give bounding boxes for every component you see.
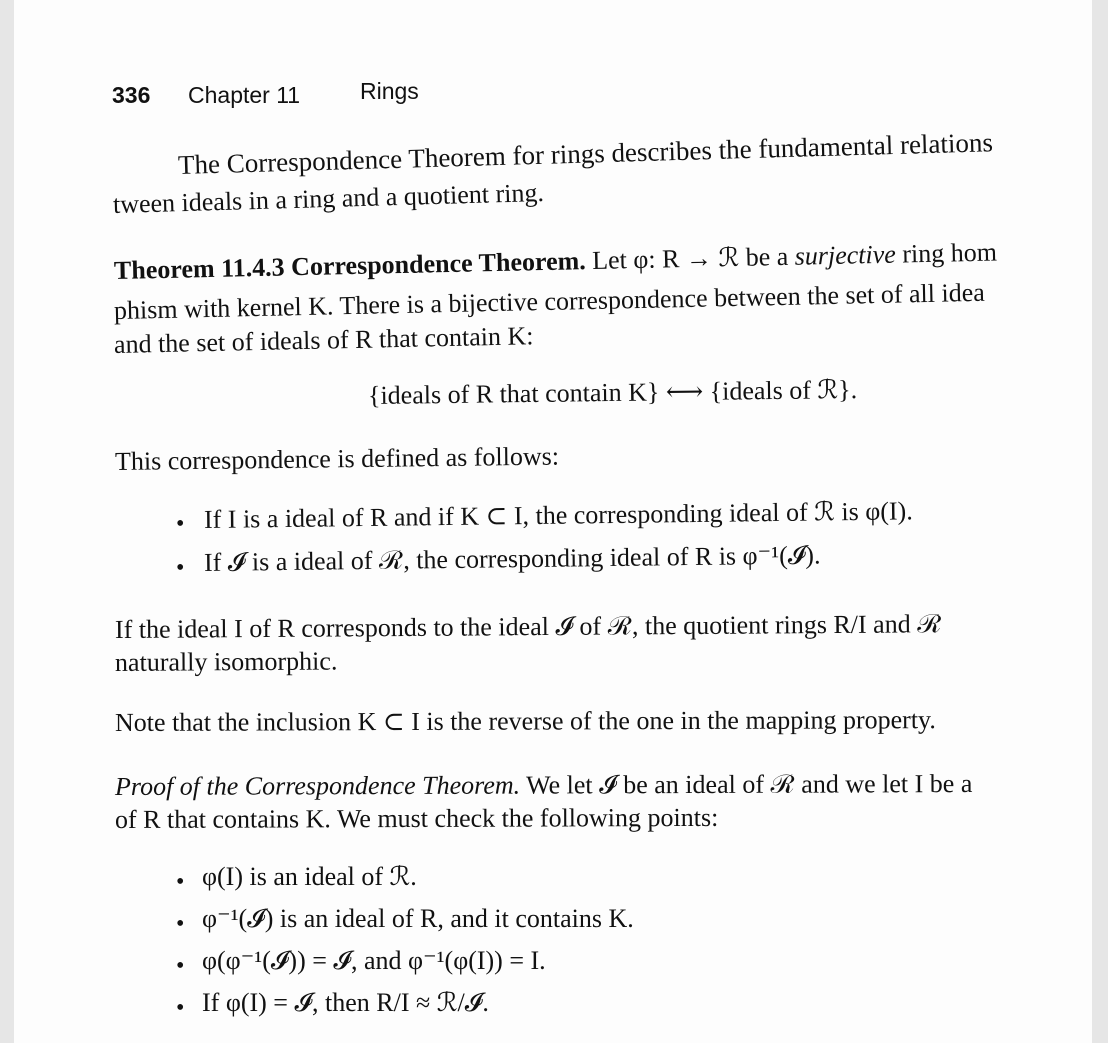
theorem-display-formula: {ideals of R that contain K} ⟷ {ideals of ℛ}. — [367, 375, 858, 410]
iso-line-2: naturally isomorphic. — [114, 646, 338, 677]
proof-label: Proof of the Correspondence Theorem. — [114, 770, 521, 801]
proof-line-1 — [115, 769, 972, 802]
theorem-line-3: and the set of ideals of R that contain K: — [113, 321, 534, 359]
bullet-dot: • — [176, 511, 185, 537]
note-paragraph: Note that the inclusion K ⊂ I is the reverse of the one in the mapping property. — [114, 705, 936, 737]
proof-bullet-4: If φ(I) = 𝓘, then R/I ≈ ℛ/𝓘. — [202, 988, 489, 1017]
page-number: 336 — [112, 82, 151, 108]
chapter-label: Chapter 11 — [188, 82, 301, 108]
theorem-line-2: phism with kernel K. There is a bijective correspondence between the set of all idea — [113, 277, 986, 325]
definition-intro: This correspondence is defined as follows: — [114, 441, 560, 476]
theorem-surjective: surjective — [794, 239, 897, 271]
proof-bullet-2: φ⁻¹(𝓘) is an ideal of R, and it contains K. — [202, 904, 634, 933]
intro-line-1: The Correspondence Theorem for rings describes the fundamental relations — [177, 127, 994, 180]
theorem-label: Theorem 11.4.3 Correspondence Theorem. — [113, 246, 587, 285]
definition-bullet-1: If I is a ideal of R and if K ⊂ I, the corresponding ideal of ℛ is φ(I). — [203, 496, 913, 534]
bullet-dot: • — [176, 555, 185, 581]
proof-bullet-1: φ(I) is an ideal of ℛ. — [202, 862, 417, 891]
theorem-line-1 — [114, 238, 997, 286]
theorem-statement-start: Let φ: R → ℛ be a — [591, 241, 789, 275]
theorem-line-1-end: ring hom — [901, 237, 998, 269]
bullet-dot: • — [176, 911, 185, 937]
book-page — [14, 0, 1092, 1043]
proof-bullet-3: φ(φ⁻¹(𝓘)) = 𝓘, and φ⁻¹(φ(I)) = I. — [202, 946, 546, 975]
chapter-title: Rings — [360, 78, 419, 104]
proof-line-2: of R that contains K. We must check the following points: — [114, 802, 719, 834]
bullet-dot: • — [176, 995, 185, 1021]
iso-line-1: If the ideal I of R corresponds to the ideal 𝓘 of ℛ, the quotient rings R/I and ℛ — [114, 609, 942, 644]
proof-line-1-rest: We let 𝓘 be an ideal of ℛ and we let I be a — [526, 769, 973, 800]
definition-bullet-2: If 𝓘 is a ideal of ℛ, the corresponding ideal of R is φ⁻¹(𝓘). — [203, 540, 821, 577]
bullet-dot: • — [176, 869, 185, 895]
bullet-dot: • — [176, 953, 185, 979]
intro-line-2: tween ideals in a ring and a quotient ring. — [112, 177, 545, 219]
